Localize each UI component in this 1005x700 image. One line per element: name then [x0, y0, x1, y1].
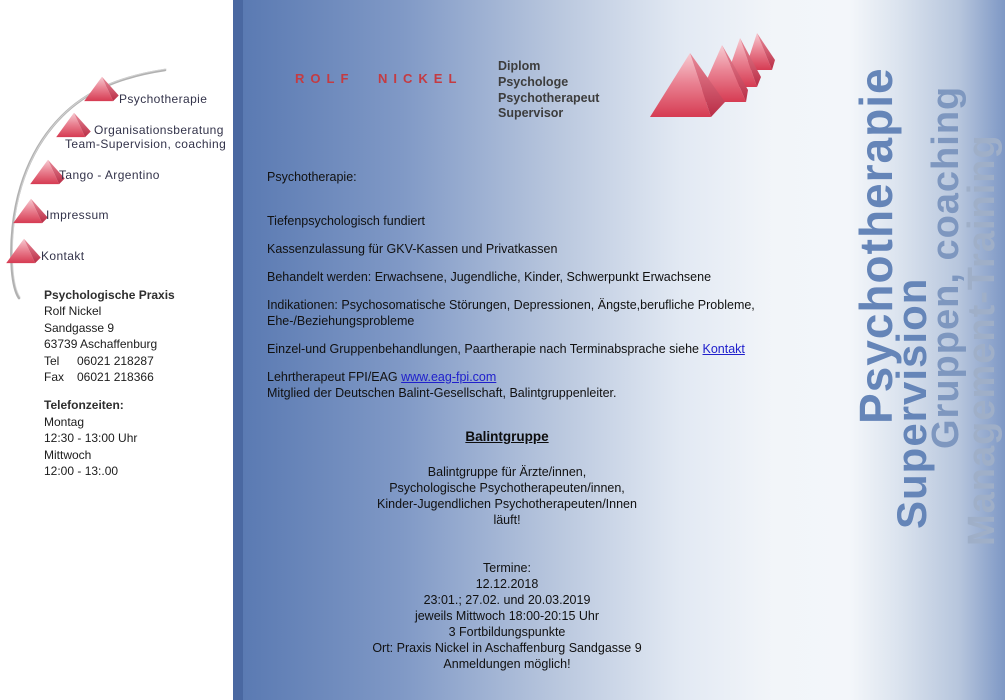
- balintgruppe-section: [267, 429, 747, 445]
- sidebar-item-tango-argentino[interactable]: Tango - Argentino: [59, 168, 160, 182]
- balint-line: läuft!: [493, 513, 521, 527]
- paragraph: Kassenzulassung für GKV-Kassen und Privatkassen: [267, 242, 558, 256]
- paragraph: Indikationen: Psychosomatische Störungen, Depressionen, Ängste,berufliche Probleme,: [267, 298, 755, 312]
- hours-title: Telefonzeiten:: [44, 398, 124, 413]
- tel-number: 06021 218287: [77, 353, 154, 368]
- divider-stripe: [233, 0, 243, 700]
- balint-line: Psychologische Psychotherapeuten/innen,: [389, 481, 625, 495]
- pyramid-icon[interactable]: [11, 196, 49, 224]
- eag-fpi-link[interactable]: www.eag-fpi.com: [401, 370, 497, 384]
- lehr-text: Lehrtherapeut FPI/EAG: [267, 370, 402, 384]
- intro-line: Psychotherapie:: [267, 170, 357, 184]
- paragraph: Behandelt werden: Erwachsene, Jugendliche, Kinder, Schwerpunkt Erwachsene: [267, 270, 712, 284]
- banner-word-management-training: Management-Training: [961, 134, 1003, 546]
- practice-tel: [44, 353, 175, 369]
- sidebar-item-psychotherapie[interactable]: Psychotherapie: [119, 92, 208, 106]
- termine-line: jeweils Mittwoch 18:00-20:15 Uhr: [414, 609, 600, 623]
- hours-line: Montag: [44, 414, 85, 429]
- pyramids-logo: [643, 20, 783, 120]
- balintgruppe-lines: [267, 464, 747, 528]
- hours-line: 12:30 - 13:00 Uhr: [44, 431, 138, 446]
- practice-address: [44, 287, 175, 479]
- termine-line: Termine:: [483, 561, 531, 575]
- termine-line: 12.12.2018: [475, 577, 539, 591]
- paragraph-einzel: [267, 342, 745, 356]
- credentials-block: [498, 59, 599, 122]
- paragraph: Mitglied der Deutschen Balint-Gesellschaft, Balintgruppenleiter.: [267, 386, 617, 400]
- credential-line: Diplom: [498, 59, 541, 73]
- credential-line: Psychologe: [498, 74, 569, 89]
- paragraph: Ehe-/Beziehungsprobleme: [267, 314, 415, 328]
- termine-line: Anmeldungen möglich!: [443, 657, 571, 671]
- paragraph-lehrtherapeut: [267, 370, 496, 384]
- brand-name: ROLF NICKEL: [295, 71, 463, 86]
- balint-line: Balintgruppe für Ärzte/innen,: [427, 465, 587, 479]
- banner-word-gruppen-coaching: Gruppen, coaching: [925, 85, 967, 449]
- practice-person: Rolf Nickel: [44, 304, 102, 319]
- practice-fax: [44, 369, 175, 385]
- practice-city: 63739 Aschaffenburg: [44, 337, 158, 352]
- credential-line: Psychotherapeut: [498, 90, 600, 105]
- termine-section: [267, 560, 747, 672]
- fax-label: Fax: [44, 370, 65, 385]
- banner-word-supervision: Supervision: [888, 277, 935, 529]
- sidebar-item-kontakt[interactable]: Kontakt: [41, 249, 85, 263]
- hours-line: Mittwoch: [44, 447, 92, 462]
- practice-name: Psychologische Praxis: [44, 288, 175, 302]
- termine-line: 3 Fortbildungspunkte: [448, 625, 566, 639]
- balintgruppe-heading: Balintgruppe: [465, 429, 549, 444]
- tel-label: Tel: [44, 353, 60, 368]
- sidebar: [0, 0, 233, 700]
- banner-word-psychotherapie: Psychotherapie: [850, 67, 902, 424]
- pyramid-icon[interactable]: [4, 236, 42, 264]
- sidebar-item-team-supervision[interactable]: Team-Supervision, coaching: [65, 137, 227, 151]
- sidebar-item-impressum[interactable]: Impressum: [46, 208, 109, 222]
- einzel-text: Einzel-und Gruppenbehandlungen, Paartherapie nach Terminabsprache siehe: [267, 342, 703, 356]
- termine-line: Ort: Praxis Nickel in Aschaffenburg Sandgasse 9: [372, 641, 642, 655]
- pyramid-icon[interactable]: [82, 74, 120, 102]
- credential-line: Supervisor: [498, 106, 564, 121]
- sidebar-item-organisationsberatung[interactable]: Organisationsberatung: [94, 123, 224, 137]
- kontakt-link[interactable]: Kontakt: [702, 342, 745, 356]
- termine-line: 23:01.; 27.02. und 20.03.2019: [423, 593, 591, 607]
- balint-line: Kinder-Jugendlichen Psychotherapeuten/Innen: [377, 497, 637, 511]
- hours-line: 12:00 - 13:.00: [44, 464, 119, 479]
- fax-number: 06021 218366: [77, 370, 154, 385]
- pyramid-icon[interactable]: [54, 110, 92, 138]
- practice-street: Sandgasse 9: [44, 320, 115, 335]
- paragraph: Tiefenpsychologisch fundiert: [267, 214, 425, 228]
